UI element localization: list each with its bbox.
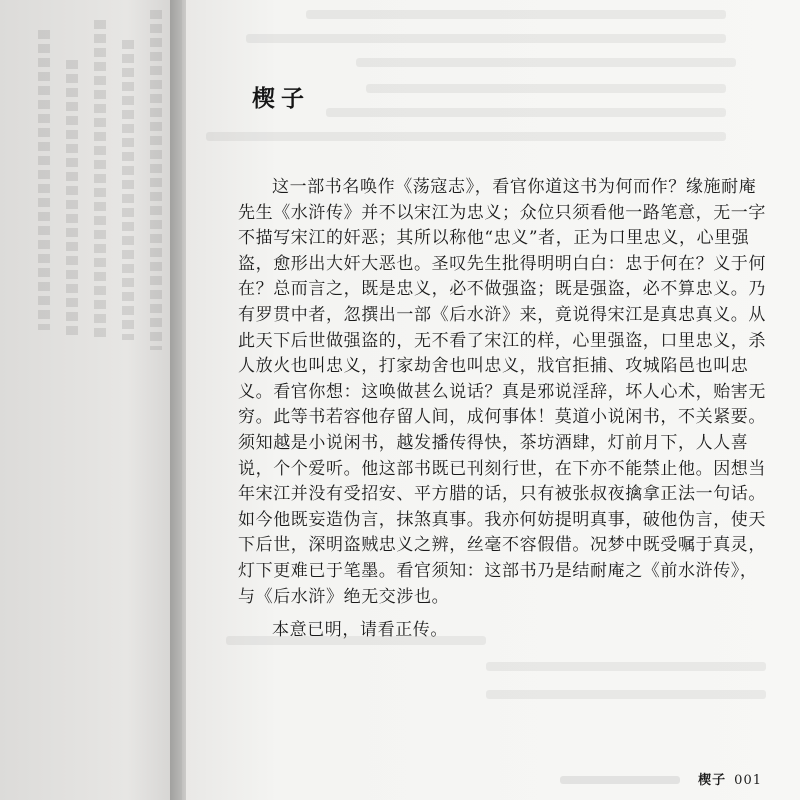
left-page-text-column — [150, 10, 162, 350]
page-footer — [698, 769, 762, 788]
show-through-line — [486, 662, 766, 671]
show-through-line — [306, 10, 726, 19]
paragraph: 本意已明，请看正传。 — [272, 620, 448, 641]
body-text — [238, 175, 768, 644]
left-page-text-column — [38, 30, 50, 330]
show-through-line — [486, 690, 766, 699]
footer-show-through — [560, 776, 680, 784]
paragraph: 这一部书名唤作《荡寇志》，看官你道这书为何而作？缘施耐庵先生《水浒传》并不以宋江为忠义；众位只须看他一路笔意，无一字不描写宋江的奸恶；其所以称他“忠义”者，正为口里忠义，心里强盗，愈形出大奸大恶也。圣叹先生批得明明白白：忠于何在？义于何在？总而言之，既是忠义，必不做强盗；既是强盗，必不算忠义。乃有罗贯中者，忽撰出一部《后水浒》来，竟说得宋江是真忠真义。从此天下后世做强盗的，无不看了宋江的样，心里强盗，口里忠义，杀人放火也叫忠义，打家劫舍也叫忠义，戕官拒捕、攻城陷邑也叫忠义。看官你想：这唤做甚么说话？真是邪说淫辞，坏人心术，贻害无穷。此等书若容他存留人间，成何事体！莫道小说闲书，不关紧要。须知越是小说闲书，越发播传得快，茶坊酒肆，灯前月下，人人喜说，个个爱听。他这部书既已刊刻行世，在下亦不能禁止他。因想当年宋江并没有受招安、平方腊的话，只有被张叔夜擒拿正法一句话。如今他既妄造伪言，抹煞真事。我亦何妨提明真事，破他伪言，使天下后世，深明盗贼忠义之辨，丝毫不容假借。况梦中既受嘱于真灵，灯下更难已于笔墨。看官须知：这部书乃是结耐庵之《前水浒传》，与《后水浒》绝无交涉也。 — [238, 177, 766, 607]
chapter-title: 楔子 — [252, 85, 310, 112]
left-page — [0, 0, 182, 800]
running-head: 楔子 — [698, 773, 727, 788]
left-page-text-column — [66, 60, 78, 340]
right-page — [186, 0, 800, 800]
show-through-line — [356, 58, 736, 67]
left-page-text-column — [122, 40, 134, 340]
show-through-line — [246, 34, 726, 43]
show-through-line — [326, 108, 726, 117]
show-through-line — [206, 132, 726, 141]
left-page-text-column — [94, 20, 106, 340]
page-number: 001 — [734, 773, 762, 788]
show-through-line — [366, 84, 726, 93]
